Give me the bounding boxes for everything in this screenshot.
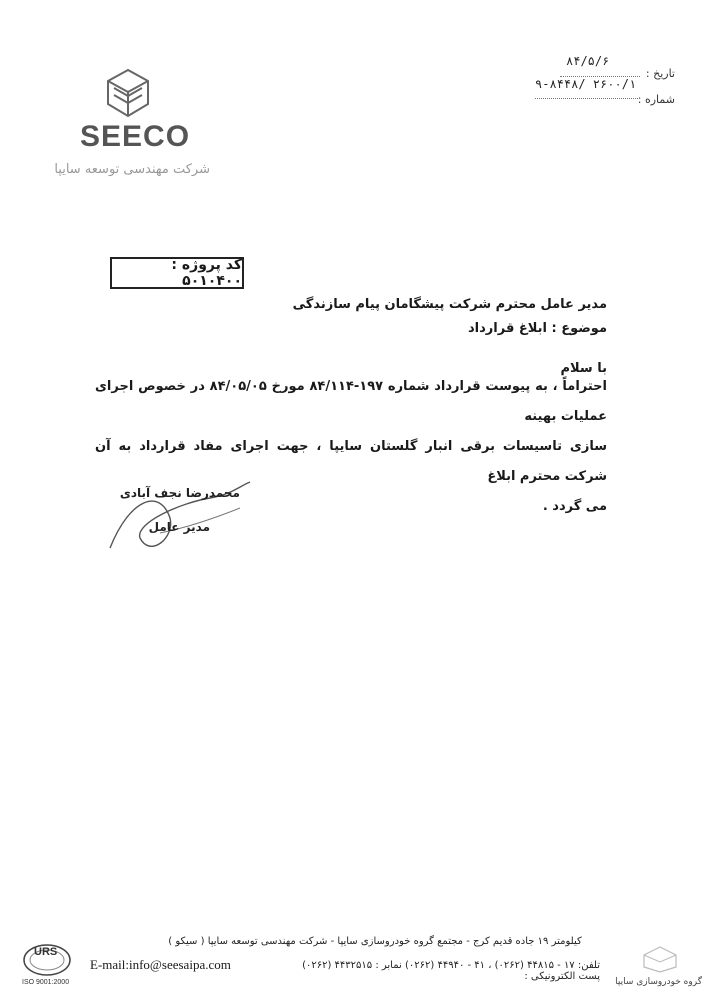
- logo-subtitle: شرکت مهندسی توسعه سایپا: [54, 162, 210, 177]
- seeco-emblem-icon: [98, 66, 158, 126]
- date-value: ۸۴/۵/۶: [566, 54, 610, 68]
- body-line: می گردد .: [542, 499, 607, 514]
- project-code: کد پروژه : ۵۰۱۰۴۰۰: [171, 257, 242, 289]
- number-value: ۹-۸۴۴۸/ ۲۶۰۰/۱: [535, 77, 637, 91]
- signatory-title: مدیر عامل: [148, 520, 210, 534]
- cert-logo-text: URS: [34, 946, 58, 958]
- saipa-group-logo-icon: [640, 945, 680, 973]
- footer-email: E-mail:info@seesaipa.com: [90, 957, 231, 972]
- number-dotline: [535, 98, 640, 99]
- footer-group-text: گروه خودروسازی سایپا: [615, 977, 702, 987]
- footer-address: کیلومتر ۱۹ جاده قدیم کرج - مجتمع گروه خودروسازی سایپا - شرکت مهندسی توسعه سایپا ( سیکو ): [168, 936, 582, 947]
- date-label: تاریخ :: [645, 67, 675, 80]
- body-line: احتراماً ، به پیوست قرارداد شماره ۱۹۷-۸۴/۱۱۴ مورخ ۸۴/۰۵/۰۵ در خصوص اجرای عملیات بهینه: [95, 379, 607, 424]
- subject: موضوع : ابلاغ قرارداد: [468, 321, 607, 336]
- project-code-box: [110, 257, 244, 289]
- signatory-name: محمدرضا نجف آبادی: [119, 486, 240, 500]
- body-line: سازی تاسیسات برقی انبار گلستان سایپا ، جهت اجرای مفاد قرارداد به آن شرکت محترم ابلاغ: [95, 439, 607, 484]
- cert-text: ISO 9001:2000: [22, 979, 70, 986]
- logo-name: SEECO: [80, 120, 191, 153]
- greeting: با سلام: [560, 361, 607, 376]
- recipient: مدیر عامل محترم شرکت پیشگامان پیام سازندگی: [292, 297, 607, 312]
- number-label: شماره :: [637, 93, 675, 106]
- footer-contact: تلفن: ۱۷ - ۴۴۸۱۵ (۰۲۶۲) ، ۴۱ - ۴۴۹۴۰ (۰۲۶۲) نمابر : ۴۴۳۲۵۱۵ (۰۲۶۲) پست الکترونیکی :: [302, 960, 600, 982]
